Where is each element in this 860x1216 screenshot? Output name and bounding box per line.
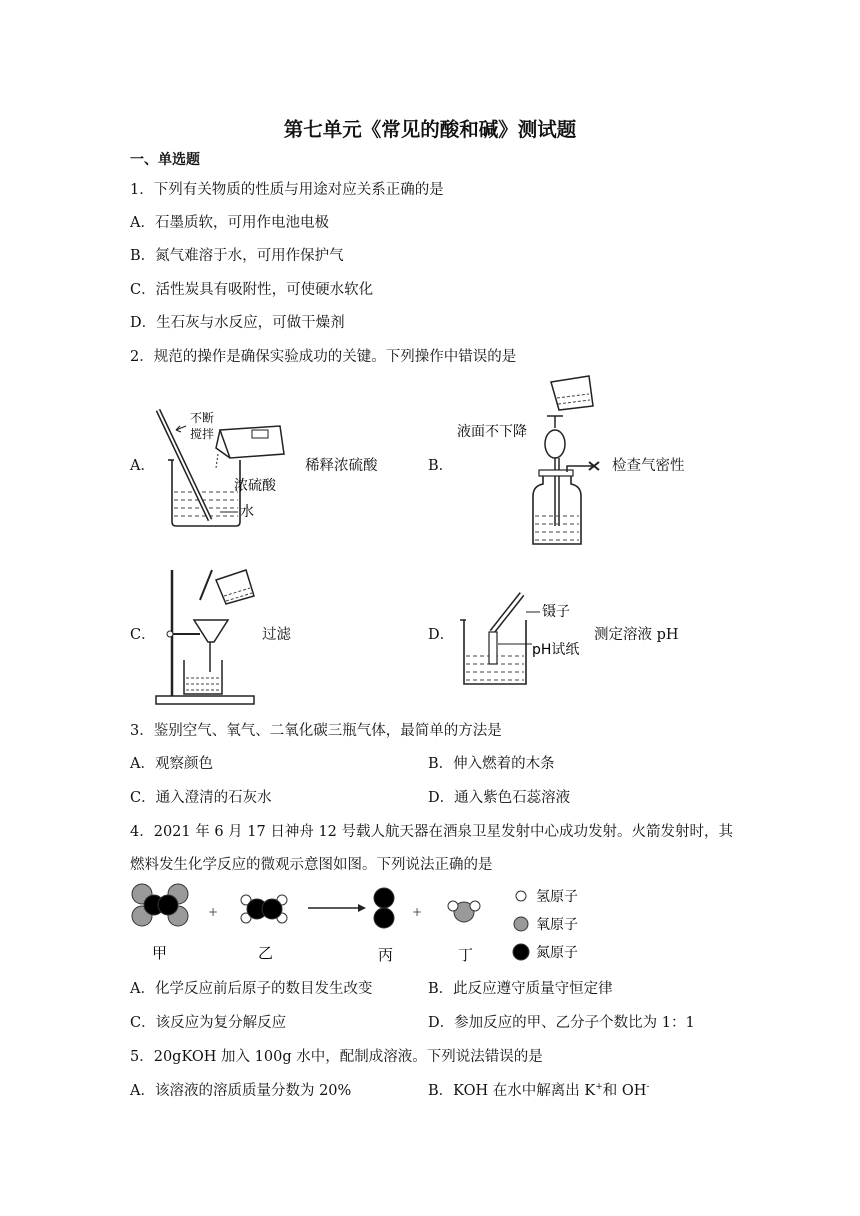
label-stir-1: 不断 — [190, 411, 215, 425]
q5-option-b[interactable] — [428, 1081, 649, 1101]
dilution-diagram — [150, 408, 300, 530]
question-3-stem: 3．鉴别空气、氧气、二氧化碳三瓶气体，最简单的方法是 — [130, 723, 502, 739]
legend-oxygen: 氧原子 — [536, 917, 578, 933]
q2-option-c-caption: 过滤 — [262, 627, 291, 643]
question-4-stem-line1: 4．2021 年 6 月 17 日神舟 12 号载人航天器在酒泉卫星发射中心成功发射。火箭发射时，其 — [130, 824, 734, 840]
q1-option-c[interactable]: C．活性炭具有吸附性，可使硬水软化 — [130, 282, 374, 298]
molecule-label-yi: 乙 — [258, 944, 274, 962]
q2-option-b-letter[interactable]: B． — [428, 458, 454, 474]
legend-nitrogen: 氮原子 — [536, 945, 578, 961]
q2-option-d-caption: 测定溶液 pH — [594, 627, 679, 643]
question-4-stem-line2: 燃料发生化学反应的微观示意图如图。下列说法正确的是 — [130, 857, 493, 873]
q2-option-a-letter[interactable]: A． — [130, 458, 155, 474]
q3-option-a[interactable]: A．观察颜色 — [130, 756, 213, 772]
label-conc-acid: 浓硫酸 — [234, 478, 276, 494]
q5-option-a[interactable]: A．该溶液的溶质质量分数为 20% — [130, 1083, 352, 1099]
molecule-label-ding: 丁 — [458, 946, 474, 964]
molecule-label-jia: 甲 — [152, 944, 168, 962]
molecule-label-bing: 丙 — [378, 946, 394, 964]
q2-option-b-caption: 检查气密性 — [612, 458, 685, 474]
plus-sign-2: + — [412, 905, 423, 919]
q4-option-a[interactable]: A．化学反应前后原子的数目发生改变 — [130, 981, 373, 997]
q4-option-c[interactable]: C．该反应为复分解反应 — [130, 1015, 287, 1031]
filtration-diagram — [150, 570, 260, 706]
q1-option-d[interactable]: D．生石灰与水反应，可做干燥剂 — [130, 315, 345, 331]
label-tweezers: 镊子 — [542, 604, 570, 620]
reaction-micro-diagram — [126, 884, 596, 970]
ph-test-diagram — [456, 592, 586, 690]
q5-option-b-text1: B．KOH 在水中解离出 K — [428, 1083, 596, 1099]
potassium-ion-charge: + — [595, 1082, 603, 1093]
q2-option-d-letter[interactable]: D． — [428, 627, 455, 643]
question-2-stem: 2．规范的操作是确保实验成功的关键。下列操作中错误的是 — [130, 349, 517, 365]
q4-option-b[interactable]: B．此反应遵守质量守恒定律 — [428, 981, 613, 997]
page-title: 第七单元《常见的酸和碱》测试题 — [283, 118, 577, 141]
legend-hydrogen: 氢原子 — [536, 889, 578, 905]
plus-sign-1: + — [208, 905, 219, 919]
q1-option-a[interactable]: A．石墨质软，可用作电池电极 — [130, 215, 329, 231]
question-5-stem: 5．20gKOH 加入 100g 水中，配制成溶液。下列说法错误的是 — [130, 1049, 543, 1065]
q3-option-c[interactable]: C．通入澄清的石灰水 — [130, 790, 272, 806]
section-heading: 一、单选题 — [130, 152, 200, 168]
q3-option-d[interactable]: D．通入紫色石蕊溶液 — [428, 790, 571, 806]
airtightness-diagram — [455, 376, 615, 552]
label-stir-2: 搅拌 — [190, 427, 215, 441]
label-ph-paper: pH试纸 — [532, 642, 580, 658]
label-water: 水 — [240, 504, 254, 520]
q3-option-b[interactable]: B．伸入燃着的木条 — [428, 756, 555, 772]
q5-option-b-text2: 和 OH — [602, 1083, 647, 1099]
label-level-stays: 液面不下降 — [457, 424, 527, 440]
q1-option-b[interactable]: B．氮气难溶于水，可用作保护气 — [130, 248, 344, 264]
q2-option-c-letter[interactable]: C． — [130, 627, 156, 643]
question-1-stem: 1．下列有关物质的性质与用途对应关系正确的是 — [130, 182, 444, 198]
hydroxide-ion-charge: - — [646, 1082, 650, 1093]
q4-option-d[interactable]: D．参加反应的甲、乙分子个数比为 1：1 — [428, 1015, 695, 1031]
q2-option-a-caption: 稀释浓硫酸 — [305, 458, 378, 474]
